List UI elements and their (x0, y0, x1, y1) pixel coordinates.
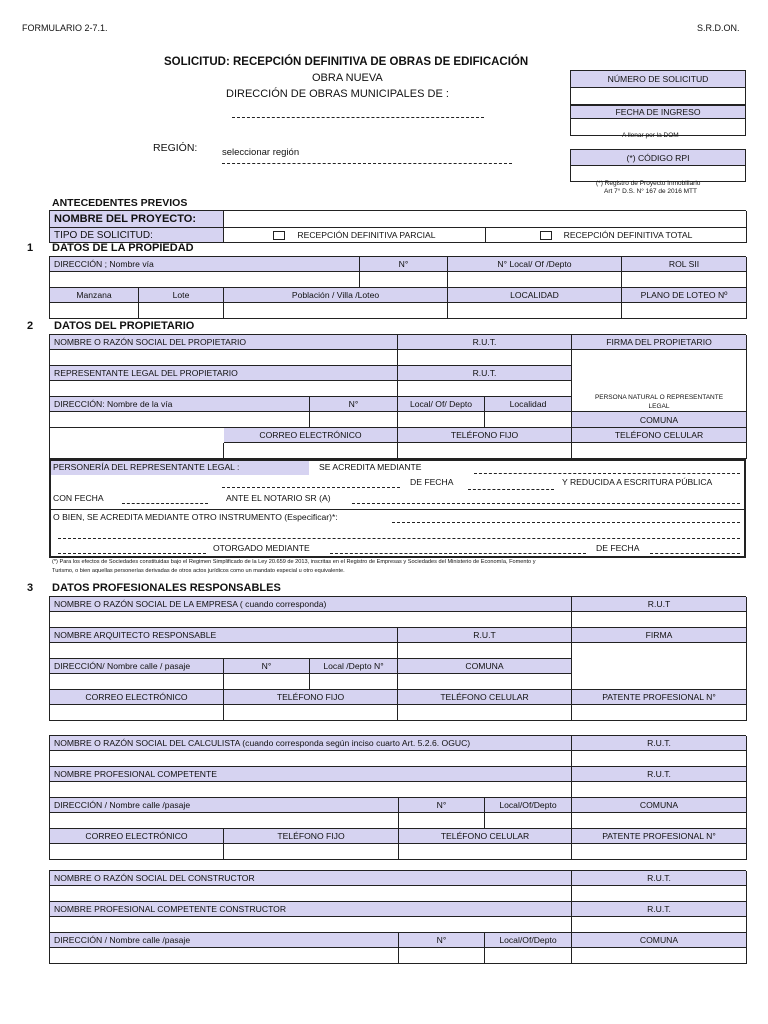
o-bien-line[interactable] (392, 522, 740, 523)
parcial-checkbox[interactable] (273, 231, 285, 240)
correo-arq-field[interactable] (50, 705, 224, 721)
de-fecha-label: DE FECHA (410, 477, 454, 487)
parcial-option[interactable] (224, 228, 486, 243)
constructor-label: NOMBRE O RAZÓN SOCIAL DEL CONSTRUCTOR (50, 871, 572, 886)
comuna-arq-label: COMUNA (398, 659, 572, 674)
rut-calculista-label: R.U.T. (572, 736, 747, 751)
fecha-ingreso-label: FECHA DE INGRESO (571, 105, 746, 119)
con-fecha-line[interactable] (122, 503, 208, 504)
patente-arq-field[interactable] (572, 705, 747, 721)
llenar-dom-note: A llenar por la DOM (622, 132, 679, 139)
de-fecha-line[interactable] (468, 489, 554, 490)
persona-natural-label-2: LEGAL (648, 403, 670, 410)
representante-label: REPRESENTANTE LEGAL DEL PROPIETARIO (50, 366, 398, 381)
calculista-label: NOMBRE O RAZÓN SOCIAL DEL CALCULISTA (cuando corresponda según inciso cuarto Art. 5.2.6. OGUC) (50, 736, 572, 751)
arquitecto-table (49, 596, 746, 721)
local-propietario-label: Local/ Of/ Depto (398, 397, 485, 412)
local-label: N° Local/ Of /Depto (448, 257, 622, 272)
rol-field[interactable] (622, 272, 747, 288)
empresa-field[interactable] (50, 612, 572, 628)
de-fecha-2-line[interactable] (650, 553, 740, 554)
plano-field[interactable] (622, 303, 747, 319)
otorgado-pre-line[interactable] (58, 553, 206, 554)
local-const-label: Local/Of/Depto (485, 933, 572, 948)
direccion-propietario-label: DIRECCIÓN: Nombre de la vía (50, 397, 310, 412)
local-arq-label: Local /Depto N° (310, 659, 398, 674)
correo-calc-label: CORREO ELECTRÓNICO (50, 829, 224, 844)
total-option[interactable] (486, 228, 747, 243)
numero-propietario-label: N° (310, 397, 398, 412)
celular-arq-field[interactable] (398, 705, 572, 721)
correo-propietario-field[interactable] (224, 443, 398, 459)
celular-calc-field[interactable] (399, 844, 572, 860)
manzana-field[interactable] (50, 303, 139, 319)
parcial-label: RECEPCIÓN DEFINITIVA PARCIAL (297, 230, 436, 240)
numero-solicitud-label: NÚMERO DE SOLICITUD (571, 71, 746, 88)
comuna-const-label: COMUNA (572, 933, 747, 948)
total-checkbox[interactable] (540, 231, 552, 240)
rut-prof-field[interactable] (572, 782, 747, 798)
fijo-propietario-label: TELÉFONO FIJO (398, 428, 572, 443)
section-2-number: 2 (27, 320, 34, 332)
numero-calc-field[interactable] (399, 813, 485, 829)
fijo-calc-label: TELÉFONO FIJO (224, 829, 399, 844)
direccion-calc-label: DIRECCIÓN / Nombre calle /pasaje (50, 798, 399, 813)
localidad-propietario-label: Localidad (485, 397, 572, 412)
tipo-solicitud-label: TIPO DE SOLICITUD: (50, 228, 224, 243)
local-calc-field[interactable] (485, 813, 572, 829)
celular-calc-label: TELÉFONO CELULAR (399, 829, 572, 844)
numero-const-field[interactable] (399, 948, 485, 964)
localidad-propietario-field[interactable] (485, 412, 572, 428)
acredita-label: SE ACREDITA MEDIANTE (319, 462, 422, 472)
personeria-divider (49, 509, 746, 510)
localidad-label: LOCALIDAD (448, 288, 622, 303)
numero-calc-label: N° (399, 798, 485, 813)
arquitecto-label: NOMBRE ARQUITECTO RESPONSABLE (50, 628, 398, 643)
region-line (222, 163, 512, 164)
poblacion-label: Población / Villa /Loteo (224, 288, 448, 303)
section-1-number: 1 (27, 242, 34, 254)
reducida-label: Y REDUCIDA A ESCRITURA PÚBLICA (562, 477, 713, 487)
direccion-const-label: DIRECCIÓN / Nombre calle /pasaje (50, 933, 399, 948)
section-3-number: 3 (27, 582, 34, 594)
numero-arq-label: N° (224, 659, 310, 674)
rut-empresa-field[interactable] (572, 612, 747, 628)
obra-nueva: OBRA NUEVA (312, 72, 383, 84)
fijo-arq-field[interactable] (224, 705, 398, 721)
comuna-arq-field[interactable] (398, 674, 572, 690)
prof-competente-label: NOMBRE PROFESIONAL COMPETENTE (50, 767, 572, 782)
registro-note-2: Art 7° D.S. N° 167 de 2016 MTT (604, 188, 697, 195)
otorgado-label: OTORGADO MEDIANTE (213, 543, 310, 553)
fijo-calc-field[interactable] (224, 844, 399, 860)
rut-arquitecto-field[interactable] (398, 643, 572, 659)
de-fecha-2-label: DE FECHA (596, 543, 640, 553)
antecedentes-table (49, 210, 746, 243)
local-field[interactable] (448, 272, 622, 288)
rut-propietario-label: R.U.T. (398, 335, 572, 350)
con-fecha-label: CON FECHA (53, 493, 104, 503)
page-title: SOLICITUD: RECEPCIÓN DEFINITIVA DE OBRAS DE EDIFICACIÓN (164, 56, 529, 68)
section-3-heading: DATOS PROFESIONALES RESPONSABLES (52, 582, 281, 594)
region-label: REGIÓN: (153, 142, 198, 154)
otorgado-line[interactable] (330, 553, 586, 554)
localidad-field[interactable] (448, 303, 622, 319)
form-code: FORMULARIO 2-7.1. (22, 23, 108, 33)
rut-pc-label: R.U.T. (572, 902, 747, 917)
direccion-arq-label: DIRECCIÓN/ Nombre calle / pasaje (50, 659, 224, 674)
section-1-heading: DATOS DE LA PROPIEDAD (52, 242, 194, 254)
rut-constructor-field[interactable] (572, 886, 747, 902)
acredita-line-2[interactable] (222, 487, 400, 488)
constructor-field[interactable] (50, 886, 572, 902)
acredita-line[interactable] (474, 473, 740, 474)
codigo-rpi-label: (*) CÓDIGO RPI (571, 150, 746, 166)
footnote-1: (*) Para los efectos de Sociedades constituidas bajo el Regimen Simplificado de la Ley 20.659 de 2013, inscritas en el Registro de Empresas y Sociedades del Ministerio de Economía, Fomento y (52, 559, 536, 565)
calculista-field[interactable] (50, 751, 572, 767)
numero-const-label: N° (399, 933, 485, 948)
region-select[interactable]: seleccionar región (222, 147, 300, 158)
local-propietario-field[interactable] (398, 412, 485, 428)
arquitecto-field[interactable] (50, 643, 398, 659)
notario-line[interactable] (352, 503, 740, 504)
celular-propietario-label: TELÉFONO CELULAR (572, 428, 747, 443)
rpi-box (570, 149, 746, 182)
rut-arquitecto-label: R.U.T (398, 628, 572, 643)
direccion-propietario-field[interactable] (50, 412, 310, 428)
local-arq-field[interactable] (310, 674, 398, 690)
total-label: RECEPCIÓN DEFINITIVA TOTAL (563, 230, 693, 240)
numero-arq-field[interactable] (224, 674, 310, 690)
comuna-propietario-field[interactable] (50, 443, 224, 459)
footnote-2: Turismo, o bien aquellas personerías derivadas de otros actos jurídicos como un mandato especial u otro equivalente. (52, 568, 345, 574)
celular-propietario-field[interactable] (572, 443, 747, 459)
lote-field[interactable] (139, 303, 224, 319)
fijo-arq-label: TELÉFONO FIJO (224, 690, 398, 705)
personeria-label: PERSONERÍA DEL REPRESENTANTE LEGAL : (53, 462, 240, 472)
plano-label: PLANO DE LOTEO Nº (622, 288, 747, 303)
solicitud-box (570, 70, 746, 136)
rut-constructor-label: R.U.T. (572, 871, 747, 886)
firma-propietario-label: FIRMA DEL PROPIETARIO (572, 335, 747, 350)
direccion-field[interactable] (50, 272, 360, 288)
constructor-table (49, 870, 746, 964)
registro-note-1: (*) Registro de Proyecto Inmobiliario (596, 180, 701, 187)
fijo-propietario-field[interactable] (398, 443, 572, 459)
firma-propietario-box[interactable] (572, 350, 747, 412)
nombre-propietario-field[interactable] (50, 350, 398, 366)
patente-calc-field[interactable] (572, 844, 747, 860)
manzana-label: Manzana (50, 288, 139, 303)
municipio-line[interactable] (232, 117, 484, 118)
local-const-field[interactable] (485, 948, 572, 964)
nombre-propietario-label: NOMBRE O RAZÓN SOCIAL DEL PROPIETARIO (50, 335, 398, 350)
direccion-arq-field[interactable] (50, 674, 224, 690)
comuna-const-field[interactable] (572, 948, 747, 964)
rut-propietario-field[interactable] (398, 350, 572, 366)
comuna-calc-field[interactable] (572, 813, 747, 829)
numero-field[interactable] (360, 272, 448, 288)
comuna-calc-label: COMUNA (572, 798, 747, 813)
patente-arq-label: PATENTE PROFESIONAL N° (572, 690, 747, 705)
lote-label: Lote (139, 288, 224, 303)
rut-representante-label: R.U.T. (398, 366, 572, 381)
nombre-proyecto-field[interactable] (224, 211, 747, 228)
propiedad-table (49, 256, 746, 319)
comuna-propietario-label: COMUNA (572, 412, 747, 428)
numero-propietario-field[interactable] (310, 412, 398, 428)
patente-calc-label: PATENTE PROFESIONAL N° (572, 829, 747, 844)
rol-label: ROL SII (622, 257, 747, 272)
direccion-obras: DIRECCIÓN DE OBRAS MUNICIPALES DE : (226, 88, 449, 100)
prof-competente-field[interactable] (50, 782, 572, 798)
correo-calc-field[interactable] (50, 844, 224, 860)
direccion-const-field[interactable] (50, 948, 399, 964)
persona-natural-label-1: PERSONA NATURAL O REPRESENTANTE (594, 394, 724, 401)
poblacion-field[interactable] (224, 303, 448, 319)
correo-propietario-label: CORREO ELECTRÓNICO (224, 428, 398, 443)
rut-empresa-label: R.U.T (572, 597, 747, 612)
rut-pc-field[interactable] (572, 917, 747, 933)
local-calc-label: Local/Of/Depto (485, 798, 572, 813)
celular-arq-label: TELÉFONO CELULAR (398, 690, 572, 705)
propietario-table (49, 334, 746, 459)
rut-representante-field[interactable] (398, 381, 572, 397)
section-2-heading: DATOS DEL PROPIETARIO (54, 320, 195, 332)
correo-arq-label: CORREO ELECTRÓNICO (50, 690, 224, 705)
antecedentes-heading: ANTECEDENTES PREVIOS (52, 197, 188, 209)
prof-constructor-field[interactable] (50, 917, 572, 933)
o-bien-label: O BIEN, SE ACREDITA MEDIANTE OTRO INSTRUMENTO (Especificar)*: (53, 512, 338, 522)
numero-solicitud-field[interactable] (571, 88, 746, 105)
numero-label: N° (360, 257, 448, 272)
notario-label: ANTE EL NOTARIO SR (A) (226, 493, 331, 503)
calculista-table (49, 735, 746, 860)
representante-field[interactable] (50, 381, 398, 397)
direccion-calc-field[interactable] (50, 813, 399, 829)
empresa-label: NOMBRE O RAZÓN SOCIAL DE LA EMPRESA ( cuando corresponda) (50, 597, 572, 612)
nombre-proyecto-label: NOMBRE DEL PROYECTO: (50, 211, 224, 228)
o-bien-line-2[interactable] (58, 538, 740, 539)
firma-arquitecto-box[interactable] (572, 643, 747, 690)
direccion-label: DIRECCIÓN ; Nombre vía (50, 257, 360, 272)
srdon-code: S.R.D.ON. (697, 23, 740, 33)
rut-calculista-field[interactable] (572, 751, 747, 767)
firma-arquitecto-label: FIRMA (572, 628, 747, 643)
prof-constructor-label: NOMBRE PROFESIONAL COMPETENTE CONSTRUCTOR (50, 902, 572, 917)
rut-prof-label: R.U.T. (572, 767, 747, 782)
